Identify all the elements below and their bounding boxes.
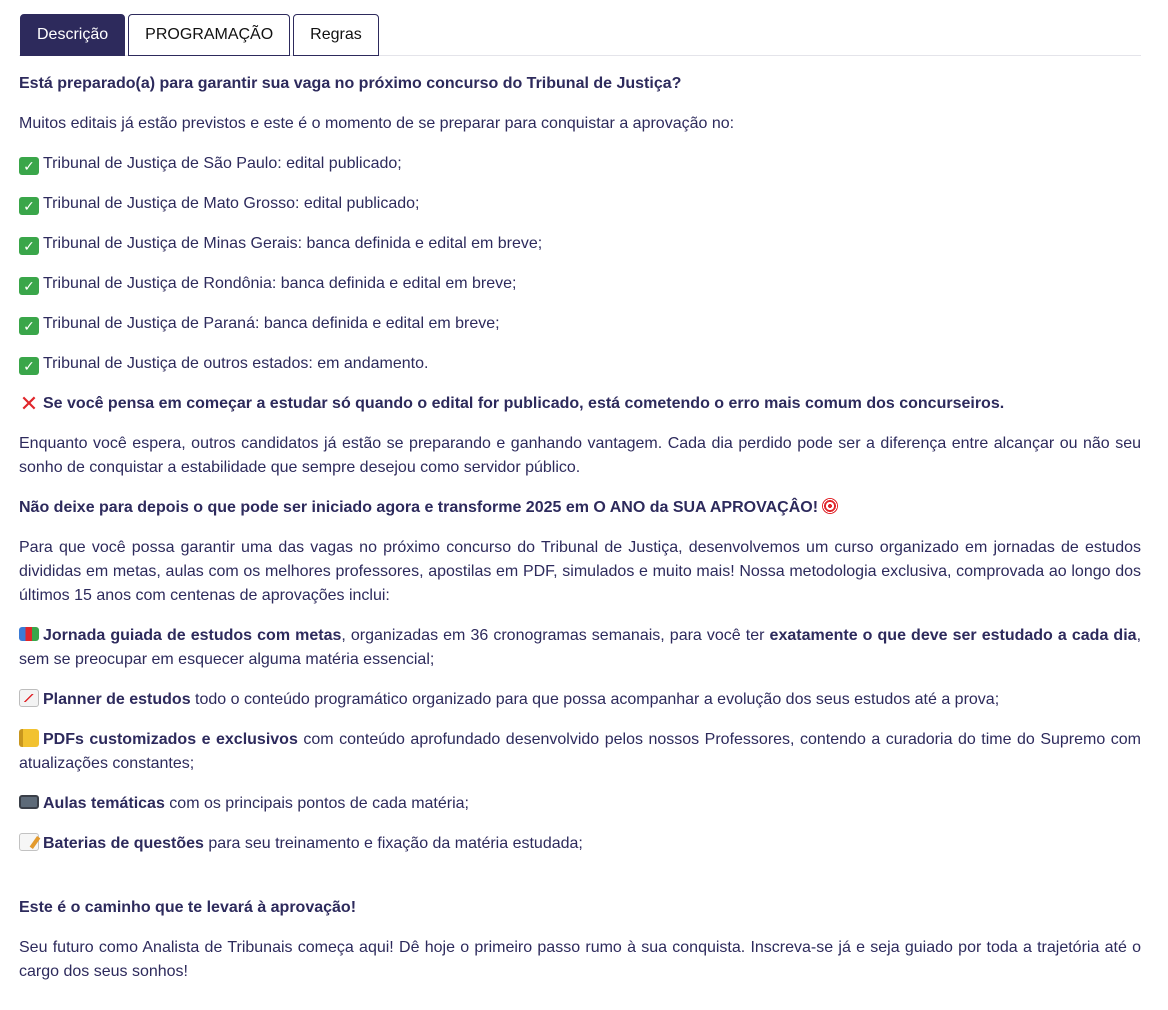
course-intro-text: Para que você possa garantir uma das vagas no próximo concurso do Tribunal de Justiça, desenvolvemos um curso organizado em jornadas de estudos divididas em metas, aulas com os melhores professores, apostilas em PDF, simulados e muito mais! Nossa metodologia exclusiva, comprovada ao longo dos últimos 15 anos com centenas de aprovações inclui: [19,539,1141,604]
closing-text: Seu futuro como Analista de Tribunais começa aqui! Dê hoje o primeiro passo rumo à sua conquista. Inscreva-se já e seja guiado por toda a trajetória até o cargo dos seus sonhos! [19,939,1141,980]
feature-journey-title: Jornada guiada de estudos com metas [43,627,342,644]
tribunal-item-pr [19,312,1141,336]
tribunal-item-outros [19,352,1141,376]
waiting-text: Enquanto você espera, outros candidatos já estão se preparando e ganhando vantagem. Cada dia perdido pode ser a diferença entre alcançar ou não seu sonho de conquistar a estabilidade que sempre desejou como servidor público. [19,435,1141,476]
path-title: Este é o caminho que te levará à aprovação! [19,899,357,916]
feature-questions [19,832,1141,856]
tab-content-descricao [19,56,1141,984]
feature-classes [19,792,1141,816]
tribunal-item-label: Tribunal de Justiça de São Paulo: edital publicado; [43,155,402,172]
feature-pdf-text: com conteúdo aprofundado desenvolvido pelos nossos Professores, contendo a curadoria do time do Supremo com atualizações constantes; [19,731,1141,772]
tab-programacao[interactable]: PROGRAMAÇÃO [128,14,290,56]
memo-icon [19,833,39,851]
feature-planner-title: Planner de estudos [43,691,191,708]
chart-increasing-icon [19,689,39,707]
feature-journey-end: , sem se preocupar em esquecer alguma matéria essencial; [19,627,1142,668]
tribunal-item-mg [19,232,1141,256]
check-mark-icon: ✓ [19,237,39,255]
tribunal-item-label: Tribunal de Justiça de Minas Gerais: banca definida e edital em breve; [43,235,543,252]
feature-journey-mid: , organizadas em 36 cronogramas semanais, para você ter [341,627,770,644]
tab-bar [19,0,1141,56]
feature-questions-title: Baterias de questões [43,835,204,852]
check-mark-icon: ✓ [19,317,39,335]
tribunal-item-sp [19,152,1141,176]
tribunal-item-label: Tribunal de Justiça de outros estados: em andamento. [43,355,429,372]
warning-label: Se você pensa em começar a estudar só quando o edital for publicado, está cometendo o erro mais comum dos concurseiros. [43,395,1005,412]
cross-mark-icon: ✕ [19,391,39,416]
tribunal-item-mt [19,192,1141,216]
tribunal-item-label: Tribunal de Justiça de Rondônia: banca definida e edital em breve; [43,275,517,292]
cta-year-text [19,496,1141,520]
spacer [19,872,1141,896]
feature-planner-text: todo o conteúdo programático organizado para que possa acompanhar a evolução dos seus estudos até a prova; [190,691,1000,708]
tribunal-item-ro [19,272,1141,296]
check-mark-icon: ✓ [19,357,39,375]
cta-year-label: Não deixe para depois o que pode ser iniciado agora e transforme 2025 em O ANO da SUA APROVAÇÂO! [19,499,819,516]
tab-regras[interactable]: Regras [293,14,379,56]
feature-planner [19,688,1141,712]
tab-descricao[interactable]: Descrição [20,14,125,56]
feature-journey [19,624,1141,672]
tribunal-item-label: Tribunal de Justiça de Mato Grosso: edital publicado; [43,195,420,212]
check-mark-icon: ✓ [19,277,39,295]
feature-questions-text: para seu treinamento e fixação da matéria estudada; [203,835,583,852]
feature-classes-text: com os principais pontos de cada matéria; [164,795,469,812]
intro-text: Muitos editais já estão previstos e este é o momento de se preparar para conquistar a aprovação no: [19,115,735,132]
books-icon [19,627,39,641]
feature-pdf-title: PDFs customizados e exclusivos [43,731,298,748]
feature-classes-title: Aulas temáticas [43,795,165,812]
check-mark-icon: ✓ [19,157,39,175]
tribunal-item-label: Tribunal de Justiça de Paraná: banca definida e edital em breve; [43,315,500,332]
feature-pdf [19,728,1141,776]
notebook-icon [19,729,39,747]
headline: Está preparado(a) para garantir sua vaga no próximo concurso do Tribunal de Justiça? [19,75,682,92]
desktop-computer-icon [19,795,39,809]
warning-text [19,392,1141,416]
feature-journey-highlight: exatamente o que deve ser estudado a cada dia [769,627,1137,644]
check-mark-icon: ✓ [19,197,39,215]
target-icon [822,498,838,514]
